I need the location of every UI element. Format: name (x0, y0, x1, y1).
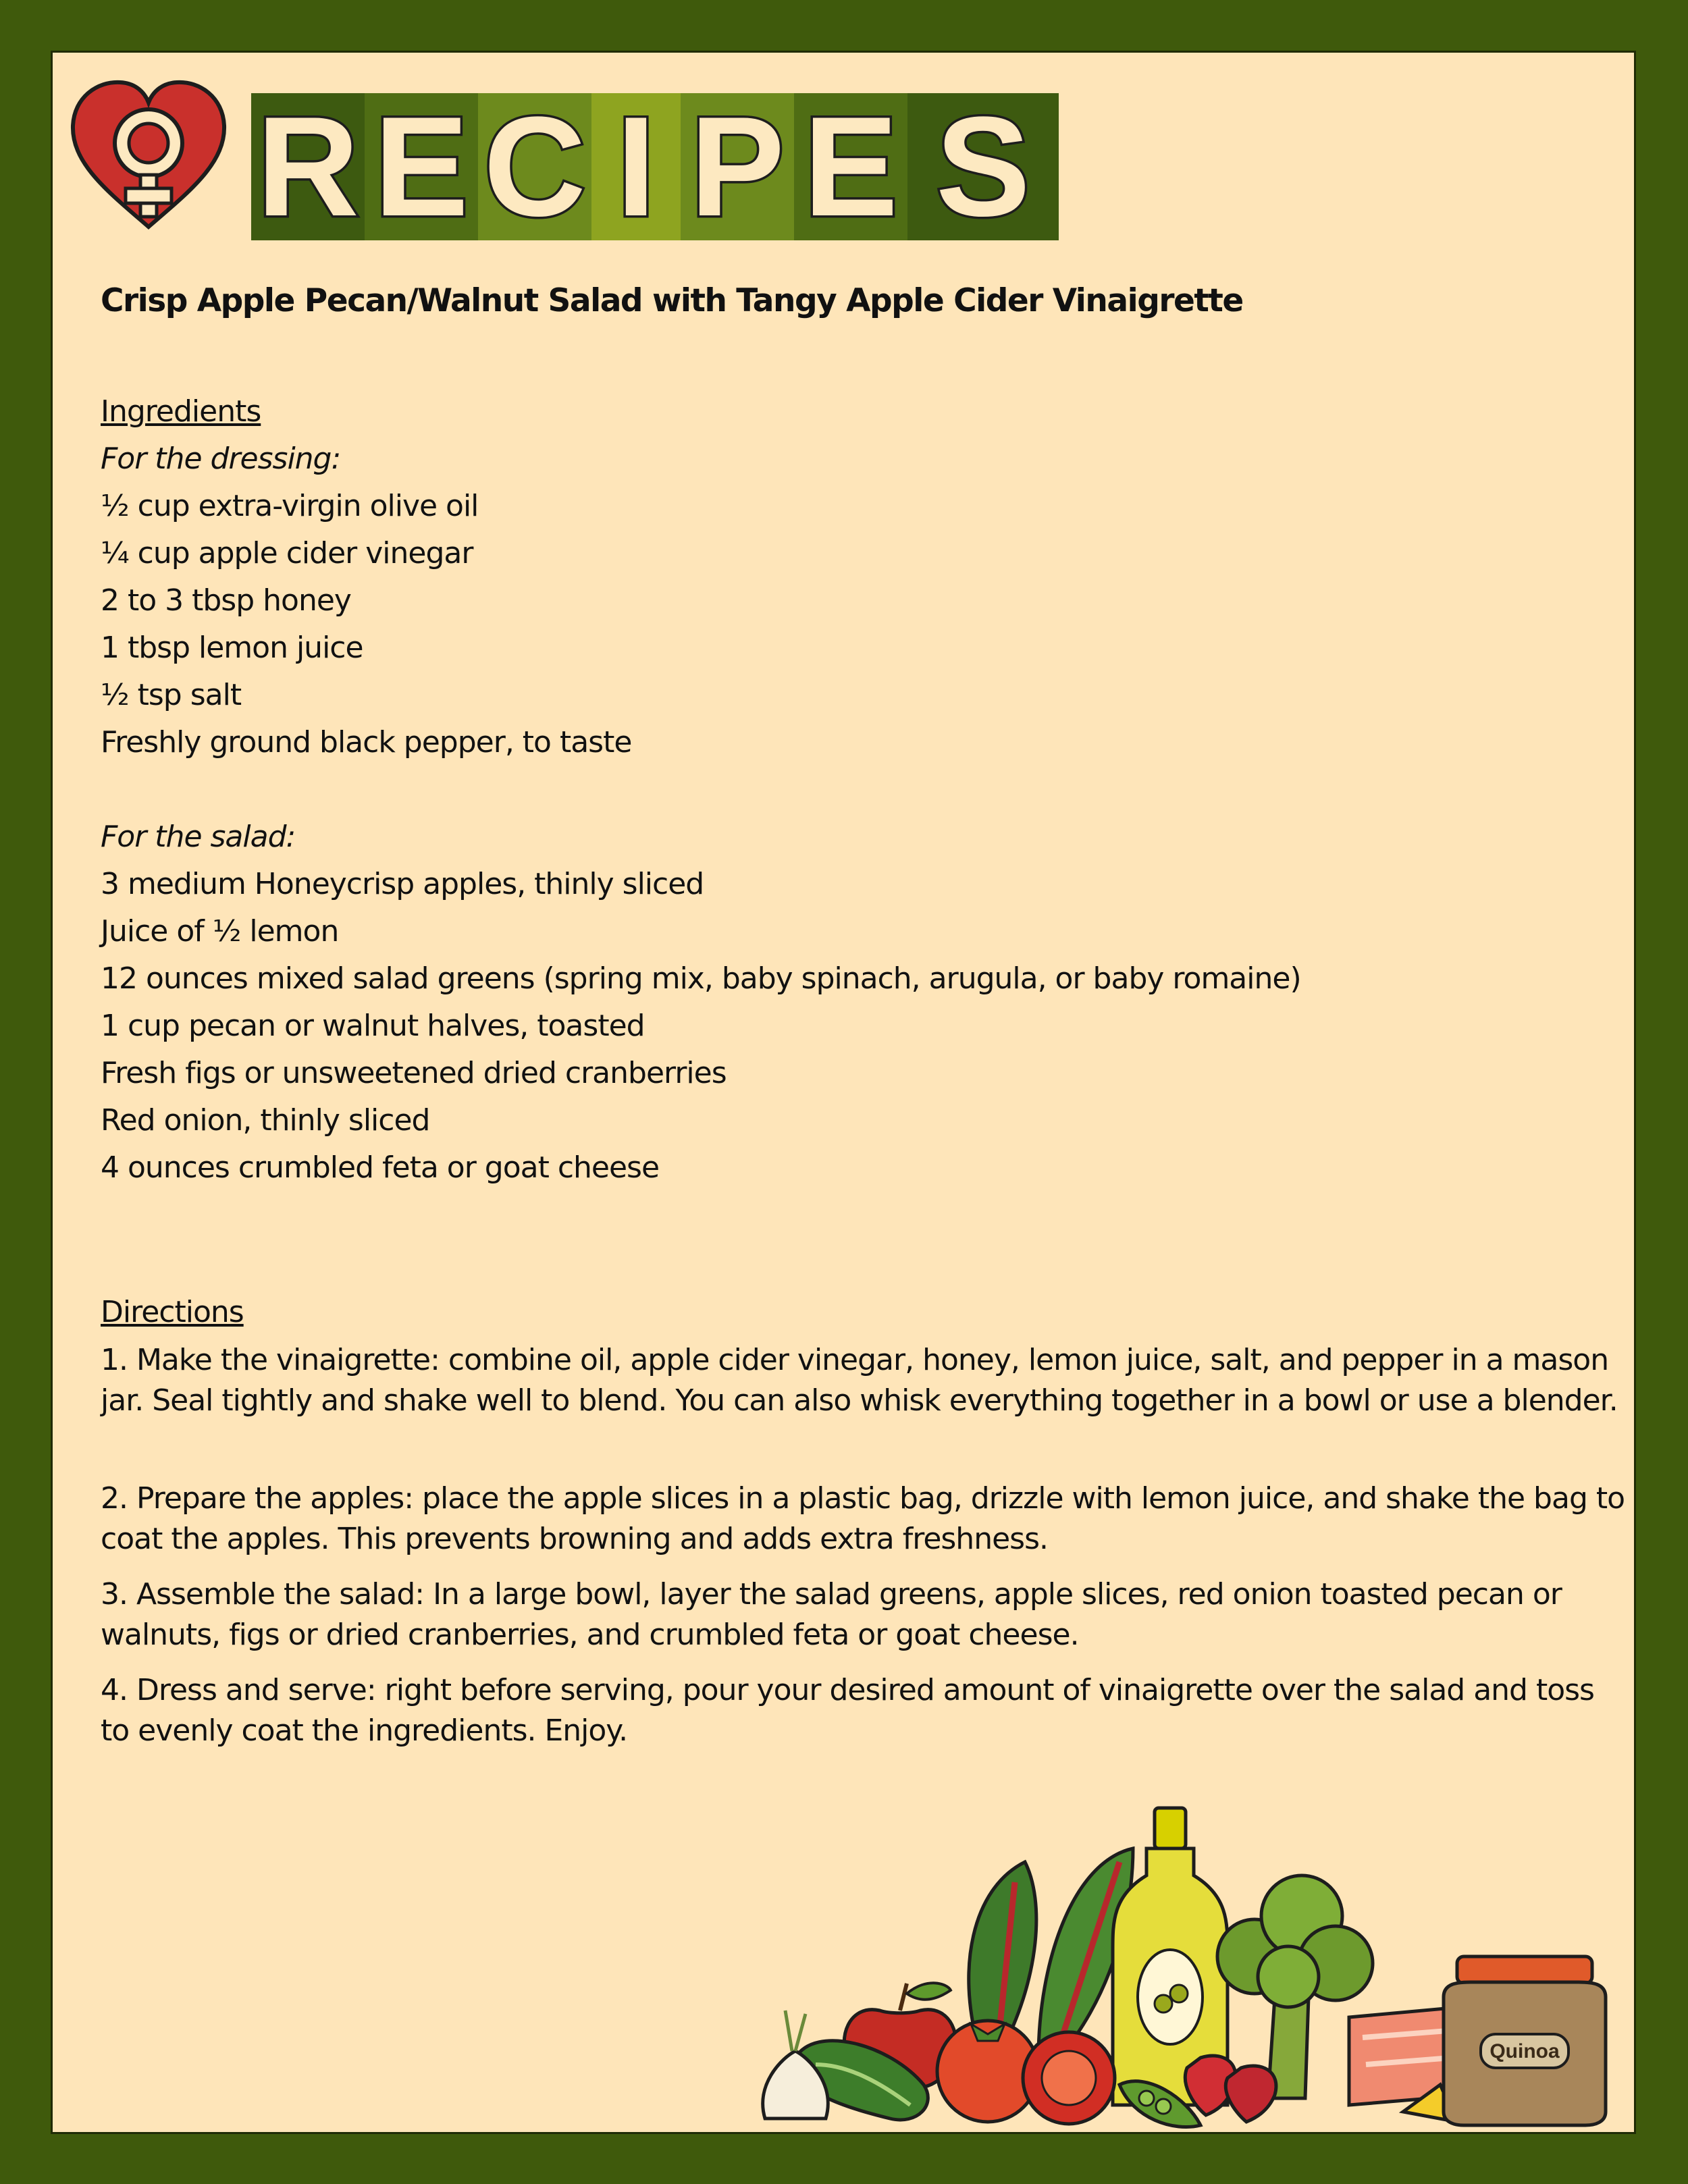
logo-letter: E (794, 93, 907, 240)
heart-venus-logo-icon (68, 77, 230, 232)
dressing-label: For the dressing: (101, 442, 341, 476)
logo-letter: P (681, 93, 794, 240)
quinoa-jar-icon (1444, 1956, 1606, 2125)
logo-letter: R (251, 93, 365, 240)
ingredient-item: ¼ cup apple cider vinegar (101, 536, 473, 570)
ingredient-item: 1 tbsp lemon juice (101, 631, 363, 665)
ingredient-item: 12 ounces mixed salad greens (spring mix, baby spinach, arugula, or baby romaine) (101, 961, 1301, 996)
ingredient-item: ½ cup extra-virgin olive oil (101, 489, 479, 523)
logo-letter: C (478, 93, 591, 240)
healthy-food-illustration (755, 1801, 1636, 2134)
recipe-card (51, 51, 1636, 2134)
direction-step: 4. Dress and serve: right before serving, pour your desired amount of vinaigrette over the salad and toss to evenly coat the ingredients. Enjoy. (101, 1673, 1594, 1748)
recipe-title: Crisp Apple Pecan/Walnut Salad with Tangy Apple Cider Vinaigrette (101, 282, 1243, 319)
ingredient-item: 3 medium Honeycrisp apples, thinly sliced (101, 867, 704, 901)
ingredient-item: Fresh figs or unsweetened dried cranberries (101, 1056, 727, 1090)
ingredient-item: ½ tsp salt (101, 678, 242, 712)
salad-label: For the salad: (101, 820, 296, 854)
logo-letter: E (365, 93, 478, 240)
direction-step: 2. Prepare the apples: place the apple slices in a plastic bag, drizzle with lemon juice, and shake the bag to coat the apples. This prevents browning and adds extra freshness. (101, 1481, 1625, 1556)
logo-letter: I (591, 93, 681, 240)
ingredient-item: 4 ounces crumbled feta or goat cheese (101, 1150, 660, 1185)
ingredient-item: Freshly ground black pepper, to taste (101, 725, 632, 760)
tomato-icon (937, 2021, 1115, 2124)
ingredient-item: 1 cup pecan or walnut halves, toasted (101, 1009, 645, 1043)
logo-letter: S (907, 93, 1059, 240)
directions-heading: Directions (101, 1295, 244, 1329)
direction-step: 3. Assemble the salad: In a large bowl, layer the salad greens, apple slices, red onion toasted pecan or walnuts, figs or dried cranberries, and crumbled feta or goat cheese. (101, 1577, 1562, 1652)
strawberry-icon (1185, 2056, 1276, 2122)
jar-label: Quinoa (1489, 2040, 1560, 2062)
ingredient-item: 2 to 3 tbsp honey (101, 583, 351, 618)
direction-step: 1. Make the vinaigrette: combine oil, apple cider vinegar, honey, lemon juice, salt, and pepper in a mason jar. Seal tightly and shake well to blend. You can also whisk everything together in a bowl or use a blender. (101, 1343, 1618, 1418)
recipes-title-letters (251, 87, 1059, 246)
ingredient-item: Juice of ½ lemon (101, 914, 339, 949)
ingredient-item: Red onion, thinly sliced (101, 1103, 430, 1138)
ingredients-heading: Ingredients (101, 394, 261, 429)
